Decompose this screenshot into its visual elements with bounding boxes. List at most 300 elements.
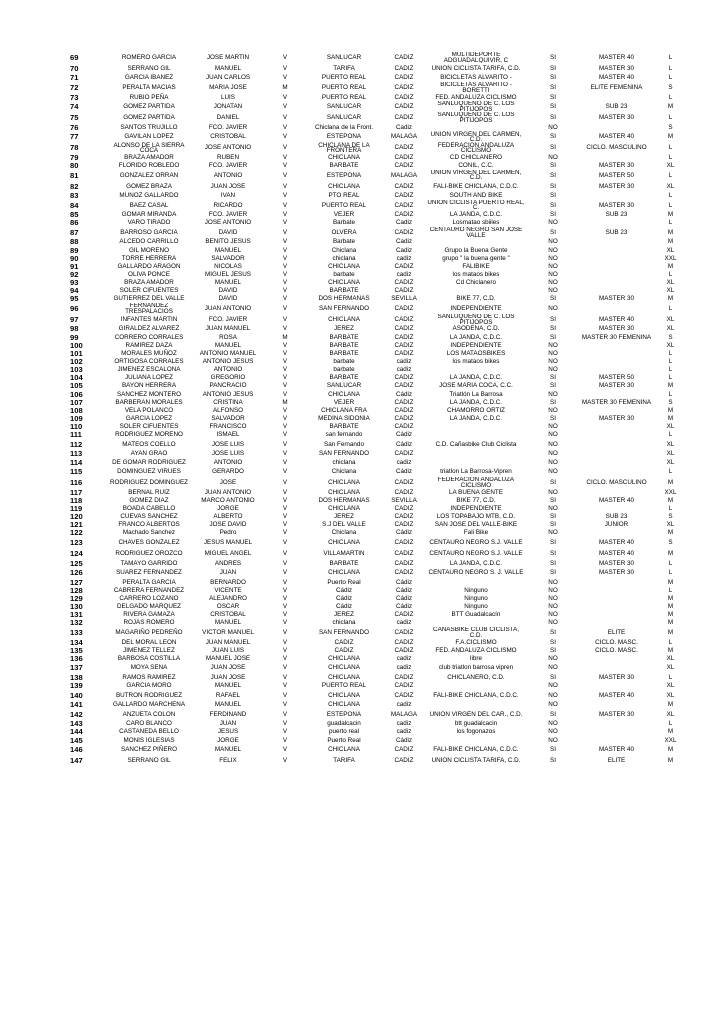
category-cell: MASTER 30 [599,569,634,577]
category-cell [580,529,653,537]
entry-number: 76 [70,123,79,132]
category-cell: MASTER 40 [599,315,634,323]
entry-number: 89 [70,246,79,255]
federated-cell: SI [550,295,556,303]
entry-number: 113 [70,450,83,459]
club-cell: Ninguno [464,603,488,611]
entry-number: 74 [70,102,79,112]
locality-cell: barbate [333,357,355,365]
club-cell: CENTAURO NEGRO S.J. VALLE [429,549,523,557]
table-row [68,112,688,123]
club-cell: SAN JOSE DEL VALLE-BIKE [434,521,518,529]
category-cell [580,663,653,674]
federated-cell: NO [548,468,558,476]
locality-cell: barbate [333,271,355,279]
entry-number: 69 [70,52,79,62]
category-cell: CICLO. MASC. [595,646,638,654]
category-cell: SUB 23 [605,211,628,219]
sex-cell: V [282,603,288,611]
given-name-cell: MANUEL [214,619,242,627]
entry-number: 147 [70,756,83,766]
locality-cell: SANLUCAR [326,53,362,61]
given-name-cell: MANUEL [214,701,242,709]
category-cell [580,263,653,271]
club-cell: Grupo la Buena Gente [444,246,508,254]
province-cell: SEVILLA [391,496,417,504]
province-cell: CADIZ [394,192,414,200]
given-name-cell: JUAN [219,569,237,577]
club-cell: FALI-BIKE CHICLANA, C.D.C. [433,746,519,754]
sex-cell: V [282,736,288,744]
table-row [68,654,688,662]
surname-cell: CORRERO CORRALES [114,333,184,341]
category-cell [580,431,653,439]
province-cell: CADIZ [394,414,414,422]
province-cell: Cádiz [395,586,413,594]
given-name-cell: ANTONIO JESUS [202,357,254,365]
locality-cell: CHICLANA [328,488,360,496]
given-name-cell: Pedro [219,529,237,537]
category-cell: MASTER 50 [599,374,634,382]
province-cell: CADIZ [394,144,414,152]
size-cell: XL [666,161,675,169]
size-cell: XL [666,287,675,295]
federated-cell: NO [548,594,558,602]
category-cell [580,728,653,736]
sex-cell: V [282,414,288,422]
locality-cell: VILLAMARTIN [323,549,365,557]
table-row [68,744,688,755]
federated-cell: SI [550,746,556,754]
size-cell: M [667,295,674,303]
category-cell: MASTER 30 FEMENINA [581,333,652,341]
province-cell: CADIZ [394,382,414,390]
province-cell: Cádiz [395,440,413,448]
given-name-cell: ANDRES [214,559,242,567]
surname-cell: RIVERA GAMAZA [123,611,175,619]
surname-cell: GARCIA MORO [126,682,172,690]
surname-cell: SOLER CIFUENTES [119,287,179,295]
club-cell: ASODENA, C.D. [452,325,500,333]
table-row [68,52,688,63]
federated-cell: NO [548,728,558,736]
federated-cell: NO [548,254,558,262]
province-cell: CADIZ [394,333,414,341]
table-row [68,431,688,439]
size-cell: L [668,504,673,512]
club-cell: UNION CICLISTA TARIFA, C.D. [431,757,521,765]
given-name-cell: OSCAR [216,603,240,611]
given-name-cell: ANTONIO JESUS [202,390,254,398]
province-cell: CADIZ [394,488,414,496]
sex-cell: V [282,549,288,557]
table-row [68,219,688,227]
size-cell: M [667,628,674,636]
category-cell [580,341,653,349]
sex-cell: V [282,390,288,398]
sex-cell: V [282,74,288,82]
province-cell: cadiz [396,254,412,262]
table-row [68,537,688,548]
category-cell [580,279,653,287]
sex-cell: V [282,468,288,476]
province-cell: CADIZ [394,504,414,512]
table-row [68,341,688,349]
surname-cell: GOMEZ BRAZA [126,182,172,190]
locality-cell: san fernando [325,431,363,439]
given-name-cell: FCO. JAVIER [208,211,248,219]
size-cell: M [667,619,674,627]
province-cell: Cadiz [395,219,413,227]
province-cell: Cádiz [395,594,413,602]
sex-cell: V [282,182,288,190]
club-cell [426,450,526,458]
table-row [68,170,688,181]
sex-cell: V [282,488,288,496]
category-cell [580,287,653,295]
given-name-cell: BERNARDO [210,578,246,586]
table-row [68,690,688,701]
locality-cell: Cádiz [335,594,353,602]
sex-cell: V [282,315,288,323]
category-cell [580,439,653,450]
size-cell: M [667,382,674,390]
sex-cell: V [282,238,288,246]
locality-cell: Cádiz [335,586,353,594]
surname-cell: BUTRON RODRIGUEZ [115,691,183,699]
size-cell: M [667,238,674,246]
locality-cell: ESTEPONA [326,710,362,718]
province-cell: CADIZ [394,406,414,414]
size-cell: XL [666,458,675,466]
category-cell: MASTER 30 [599,673,634,681]
sex-cell: V [282,262,288,270]
size-cell: S [668,513,673,521]
surname-cell: GARCIA IBAÑEZ [124,74,174,82]
table-row [68,192,688,200]
federated-cell: NO [548,691,558,699]
given-name-cell: FELIX [219,757,237,765]
locality-cell: ESTEPONA [326,133,362,141]
surname-cell: TAMAYO GARRIDO [120,559,178,567]
surname-cell: MORALES MUÑOZ [121,349,177,357]
club-cell: BTT Guadalcacín [451,611,501,619]
table-row [68,755,688,766]
club-cell [426,366,526,374]
sex-cell: M [282,398,288,406]
locality-cell: CHICLANA [328,673,360,681]
given-name-cell: JOSE LUIS [211,450,245,458]
given-name-cell: JOSE MARTIN [206,53,250,61]
given-name-cell: DANIEL [216,114,240,122]
locality-cell: Puerto Real [327,578,361,586]
category-cell: MASTER 30 [599,114,634,122]
entry-number: 83 [70,191,79,200]
club-cell: los fogonazos [456,728,496,736]
province-cell: CADIZ [394,559,414,567]
entry-number: 70 [70,63,79,73]
table-row [68,101,688,112]
province-cell: cadiz [396,701,412,709]
entry-number: 90 [70,254,79,263]
federated-cell: NO [548,423,558,431]
federated-cell: SI [550,628,556,636]
size-cell: L [668,638,673,646]
table-row [68,720,688,728]
federated-cell: SI [550,133,556,141]
table-row [68,295,688,303]
surname-cell: DELGADO MARQUEZ [116,603,182,611]
locality-cell: CHICLANA [328,701,360,709]
category-cell [580,578,653,586]
sex-cell: V [282,366,288,374]
locality-cell: BARBATE [329,559,359,567]
sex-cell: V [282,628,288,636]
size-cell: M [667,529,674,537]
table-row [68,153,688,161]
category-cell: MASTER 40 [599,538,634,546]
province-cell: MALAGA [390,710,418,718]
entry-number: 127 [70,578,83,587]
province-cell: cadiz [396,720,412,728]
category-cell [580,349,653,357]
entry-number: 95 [70,295,79,304]
club-cell [426,123,526,131]
size-cell: L [668,431,673,439]
province-cell: Cadiz [395,238,413,246]
table-row [68,674,688,682]
surname-cell: GAVILAN LOPEZ [124,133,174,141]
club-cell: CENTAURO NEGRO S.J. VALLE [429,538,523,546]
federated-cell: NO [548,664,558,672]
sex-cell: V [282,586,288,594]
sex-cell: V [282,228,288,236]
locality-cell: PUERTO REAL [321,83,367,91]
federated-cell: SI [550,64,556,72]
given-name-cell: MANUEL [214,341,242,349]
sex-cell: V [282,720,288,728]
locality-cell: DOS HERMANAS [318,295,370,303]
province-cell: CADIZ [394,398,414,406]
given-name-cell: CRISTOBAL [210,611,246,619]
sex-cell: V [282,341,288,349]
table-row [68,349,688,357]
sex-cell: M [282,333,288,341]
size-cell: M [667,549,674,557]
category-cell: MASTER 30 [599,161,634,169]
sex-cell: V [282,619,288,627]
table-row [68,728,688,736]
surname-cell: INFANTES MARTIN [120,315,178,323]
category-cell [580,366,653,374]
club-cell [426,423,526,431]
entry-number: 125 [70,559,83,568]
given-name-cell: JESUS [217,728,239,736]
given-name-cell: MANUEL [214,279,242,287]
surname-cell: GALLARDO ARAGON [117,262,181,270]
entry-number: 71 [70,74,79,83]
club-cell: SANLUQUEÑO DE C. LOS PITIJOPOS [437,112,515,124]
sex-cell: V [282,496,288,504]
federated-cell: SI [550,538,556,546]
province-cell: Cadiz [395,246,413,254]
surname-cell: RAMOS RAMIREZ [122,673,176,681]
table-row [68,415,688,423]
entry-number: 109 [70,414,83,423]
table-row [68,663,688,674]
province-cell: CADIZ [394,83,414,91]
given-name-cell: GREGORIO [210,374,246,382]
province-cell: CADIZ [394,746,414,754]
locality-cell: CADIZ [334,646,354,654]
category-cell [580,358,653,366]
category-cell [580,450,653,458]
table-row [68,548,688,559]
size-cell: L [668,569,673,577]
table-row [68,439,688,450]
federated-cell: NO [548,357,558,365]
club-cell: UNION CICLISTA PUERTO REAL, C. [427,199,525,211]
locality-cell: CHICLANA [328,691,360,699]
club-cell: LA JANDA, C.D.C. [449,374,503,382]
size-cell: XL [666,450,675,458]
federated-cell: SI [550,114,556,122]
province-cell: CADIZ [394,228,414,236]
surname-cell: CUEVAS SANCHEZ [120,513,178,521]
federated-cell: SI [550,673,556,681]
category-cell: MASTER 30 [599,64,634,72]
club-cell: LOS MATAOSBIKES [446,349,506,357]
province-cell: CADIZ [394,93,414,101]
table-row [68,246,688,254]
federated-cell: NO [548,123,558,131]
category-cell: CICLO. MASCULINO [586,144,647,152]
given-name-cell: ANTONIO [213,366,243,374]
surname-cell: Machado Sanchez [122,529,176,537]
surname-cell: MATEOS COELLO [122,440,176,448]
locality-cell: BARBATE [329,161,359,169]
sex-cell: V [282,578,288,586]
table-row [68,325,688,333]
size-cell: XXL [664,488,677,496]
category-cell: MASTER 30 [599,325,634,333]
category-cell: CICLO. MASCULINO [586,479,647,487]
province-cell: CADIZ [394,103,414,111]
sex-cell: V [282,406,288,414]
province-cell: Cádiz [395,431,413,439]
surname-cell: CHAVES GONZALEZ [118,538,180,546]
table-row [68,374,688,382]
sex-cell: V [282,287,288,295]
surname-cell: BARBOSA COSTILLA [117,654,181,662]
table-row [68,682,688,690]
surname-cell: DOMINGUEZ VIRUES [117,468,181,476]
given-name-cell: ANTONIO [213,458,243,466]
club-cell [426,431,526,439]
surname-cell: MOYA SENA [130,664,168,672]
surname-cell: RODRIGUEZ MORENO [115,431,183,439]
given-name-cell: JORGE [217,736,239,744]
surname-cell: PERALTA MACIAS [122,83,176,91]
entry-number: 143 [70,719,83,729]
club-cell: SANLUQUEÑO DE C. LOS PITIJOPOS [437,101,515,113]
club-cell: LA JANDA, C.D.C. [449,559,503,567]
locality-cell: CHICLANA [328,504,360,512]
size-cell: L [668,64,673,72]
club-cell: Losmatao sbiiles [452,219,500,227]
size-cell: L [668,468,673,476]
locality-cell: Barbate [332,219,356,227]
entry-number: 133 [70,627,83,637]
size-cell: M [667,103,674,111]
surname-cell: GALLARDO MARCHENA [112,701,186,709]
entry-number: 124 [70,548,83,558]
province-cell: CADIZ [394,64,414,72]
province-cell: Cádiz [395,529,413,537]
sex-cell: V [282,153,288,161]
size-cell: L [668,390,673,398]
club-cell [426,578,526,586]
size-cell: L [668,720,673,728]
federated-cell: NO [548,720,558,728]
province-cell: SEVILLA [391,295,417,303]
sex-cell: V [282,746,288,754]
size-cell: M [667,211,674,219]
surname-cell: SERRANO GIL [127,757,171,765]
category-cell [580,488,653,496]
club-cell [426,287,526,295]
given-name-cell: JOSE DAVID [209,521,247,529]
category-cell: CICLO. MASC. [595,638,638,646]
federated-cell: NO [548,504,558,512]
entry-number: 138 [70,673,83,682]
surname-cell: BERNAL RUIZ [128,488,170,496]
entry-number: 132 [70,619,83,628]
club-cell: FALIBIKE [462,262,490,270]
locality-cell: VEJER [333,398,355,406]
sex-cell: V [282,559,288,567]
locality-cell: puerto real [328,728,360,736]
table-row [68,162,688,170]
category-cell: MASTER 30 [599,295,634,303]
club-cell: CENTAURO NEGRO S. J. VALLE [428,569,524,577]
locality-cell: CADIZ [334,638,354,646]
entry-number: 116 [70,478,83,488]
federated-cell: SI [550,93,556,101]
club-cell: BIKE 77, C.D. [456,295,496,303]
sex-cell: V [282,728,288,736]
size-cell: M [667,496,674,504]
entry-number: 108 [70,406,83,415]
surname-cell: GONZALEZ ORRAN [119,171,179,179]
surname-cell: BOADA CABELLO [122,504,176,512]
given-name-cell: SALVADOR [211,254,245,262]
entry-number: 77 [70,132,79,142]
category-cell [580,586,653,594]
surname-cell: GIRALDEZ ALVAREZ [118,325,180,333]
category-cell [580,682,653,690]
federated-cell: NO [548,736,558,744]
sex-cell: V [282,295,288,303]
locality-cell: PUERTO REAL [321,74,367,82]
federated-cell: SI [550,53,556,61]
given-name-cell: PANCRACIO [209,382,247,390]
size-cell: S [668,538,673,546]
federated-cell: SI [550,513,556,521]
surname-cell: MUÑOZ GALLARDO [119,192,179,200]
province-cell: CADIZ [394,287,414,295]
locality-cell: SANLUCAR [326,114,362,122]
